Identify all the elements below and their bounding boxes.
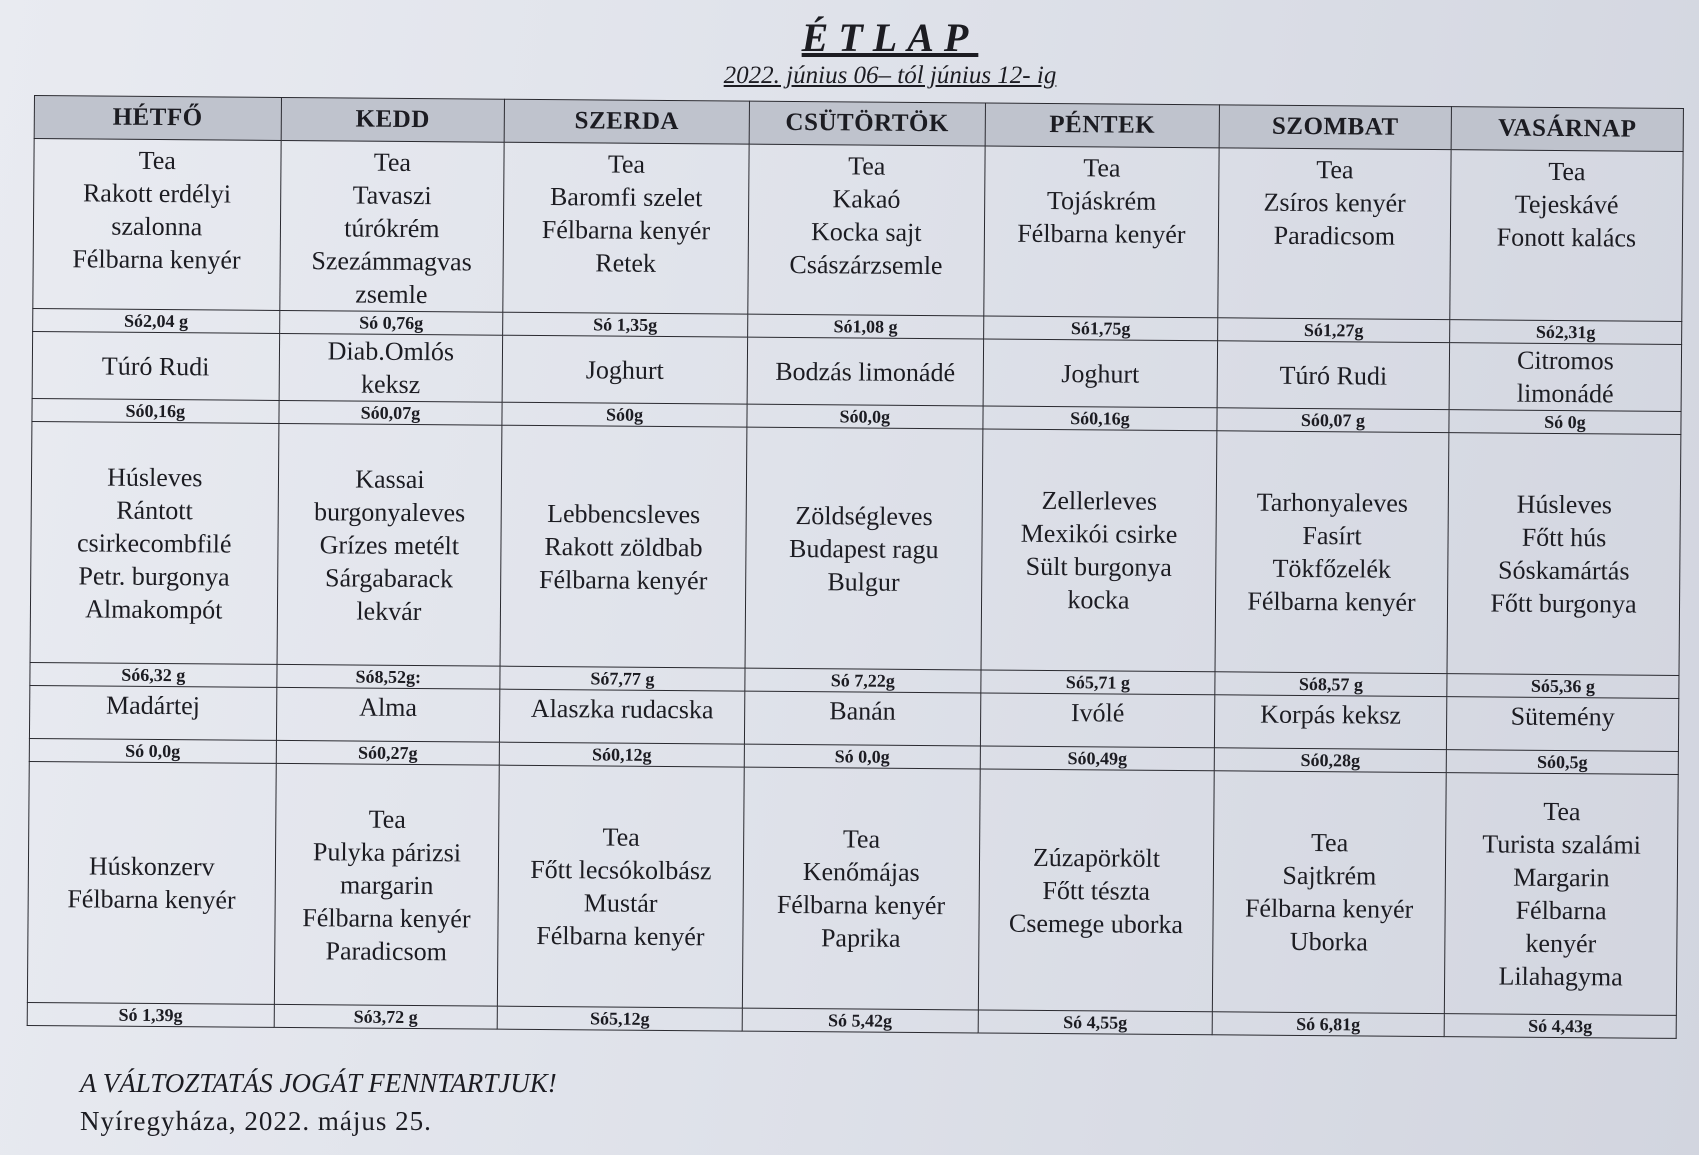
- meal-cell: [30, 421, 278, 664]
- salt-value: Só 5,42g: [742, 1008, 978, 1033]
- meal-item: Sárgabarack: [325, 562, 454, 593]
- meal-item: Sütemény: [1510, 701, 1615, 732]
- meal-cell: [980, 693, 1214, 748]
- salt-value: Só 7,22g: [745, 668, 981, 693]
- meal-item: Mustár: [583, 888, 658, 918]
- meal-item: Félbarna kenyér: [1247, 586, 1416, 617]
- meal-cell: [978, 769, 1214, 1012]
- meal-item: Húsleves: [1516, 489, 1613, 520]
- meal-item: Paprika: [820, 923, 901, 953]
- salt-value: Só3,72 g: [274, 1004, 498, 1029]
- meal-item: Tejeskávé: [1514, 189, 1619, 220]
- salt-value: Só0,0g: [747, 404, 983, 429]
- meal-item: zsemle: [355, 279, 428, 310]
- meal-item: Tea: [373, 147, 412, 177]
- meal-cell: [500, 425, 746, 668]
- day-header: VASÁRNAP: [1451, 107, 1683, 152]
- salt-value: Só1,75g: [984, 316, 1218, 341]
- meal-cell: [1218, 148, 1451, 320]
- meal-item: Grízes metélt: [319, 529, 460, 560]
- meal-item: Csemege uborka: [1008, 908, 1184, 939]
- meal-item: Korpás keksz: [1260, 699, 1402, 730]
- meal-item: Pulyka párizsi: [312, 836, 462, 867]
- meal-item: Margarin: [1513, 862, 1610, 893]
- meal-item: Kocka sajt: [810, 217, 922, 247]
- meal-cell: [277, 423, 503, 666]
- salt-value: Só1,27g: [1218, 318, 1450, 343]
- salt-value: Só0,16g: [32, 398, 279, 423]
- meal-item: Lebbencsleves: [547, 498, 701, 529]
- meal-item: Fasírt: [1302, 520, 1362, 551]
- meal-item: limonádé: [1516, 378, 1614, 409]
- salt-value: Só 1,35g: [503, 312, 748, 337]
- meal-cell: [32, 331, 279, 400]
- meal-item: Főtt burgonya: [1490, 588, 1637, 619]
- meal-item: Citromos: [1516, 345, 1614, 376]
- salt-value: Só0,12g: [499, 742, 744, 767]
- meal-item: Bulgur: [827, 566, 900, 597]
- meal-item: szalonna: [111, 211, 203, 242]
- meal-item: Tea: [602, 822, 640, 852]
- meal-item: Szezámmagvas: [311, 246, 472, 277]
- salt-value: Só0,49g: [980, 746, 1214, 771]
- meal-item: Tea: [848, 151, 886, 181]
- salt-value: Só 0,0g: [29, 738, 276, 763]
- meal-item: Lilahagyma: [1498, 961, 1623, 992]
- meal-item: Banán: [829, 696, 896, 726]
- meal-item: Félbarna kenyér: [536, 920, 705, 952]
- day-header: KEDD: [281, 97, 505, 142]
- meal-cell: [279, 140, 504, 312]
- meal-item: Tea: [368, 804, 406, 834]
- meal-item: Paradicsom: [325, 935, 447, 966]
- meal-row-dinner: [27, 761, 1678, 1015]
- meal-row-breakfast: [33, 139, 1683, 322]
- meal-item: Félbarna kenyér: [72, 244, 241, 275]
- meal-item: Rakott erdélyi: [82, 178, 232, 209]
- meal-cell: [747, 337, 984, 406]
- meal-item: Félbarna: [1515, 895, 1607, 926]
- salt-value: Só0,16g: [983, 406, 1217, 431]
- salt-value: Só 4,55g: [978, 1010, 1212, 1035]
- meal-item: Húsleves: [107, 462, 203, 492]
- meal-cell: [984, 146, 1219, 318]
- salt-value: Só2,31g: [1450, 320, 1682, 345]
- meal-item: Retek: [595, 248, 657, 278]
- meal-cell: [498, 765, 744, 1008]
- meal-item: Tea: [1316, 155, 1354, 185]
- salt-value: Só 0,76g: [279, 310, 503, 335]
- meal-item: keksz: [360, 369, 421, 400]
- salt-value: Só 4,43g: [1444, 1014, 1676, 1039]
- meal-item: Alaszka rudacska: [530, 693, 714, 725]
- salt-value: Só5,36 g: [1447, 674, 1679, 699]
- meal-item: Turista szalámi: [1482, 829, 1642, 860]
- meal-item: Félbarna kenyér: [67, 884, 236, 915]
- meal-item: Joghurt: [1061, 358, 1140, 389]
- meal-cell: [1212, 771, 1446, 1014]
- meal-cell: [1444, 773, 1678, 1016]
- meal-item: Félbarna kenyér: [776, 889, 946, 921]
- meal-item: Budapest ragu: [788, 533, 939, 564]
- meal-cell: [748, 144, 985, 316]
- meal-cell: [983, 339, 1218, 408]
- meal-item: Tea: [607, 149, 646, 179]
- day-header: PÉNTEK: [985, 103, 1219, 148]
- meal-cell: [744, 691, 981, 746]
- day-header: HÉTFŐ: [34, 96, 281, 141]
- salt-value: Só6,32 g: [30, 662, 277, 687]
- meal-cell: [500, 689, 745, 744]
- meal-item: Félbarna kenyér: [1017, 218, 1186, 250]
- meal-item: Tea: [1310, 828, 1349, 858]
- meal-item: Bodzás limonádé: [775, 356, 956, 387]
- meal-cell: [981, 429, 1217, 672]
- salt-value: Só8,57 g: [1215, 672, 1447, 697]
- meal-item: lekvár: [356, 596, 422, 626]
- meal-item: Sajtkrém: [1282, 860, 1377, 891]
- meal-item: Paradicsom: [1273, 220, 1396, 251]
- disclaimer-note: A VÁLTOZTATÁS JOGÁT FENNTARTJUK!: [80, 1068, 557, 1098]
- meal-item: csirkecombfilé: [76, 527, 232, 559]
- salt-value: Só8,52g:: [276, 664, 500, 689]
- meal-item: Tökfőzelék: [1272, 553, 1392, 584]
- salt-value: Só5,12g: [497, 1006, 742, 1031]
- meal-cell: [274, 763, 500, 1006]
- meal-cell: [29, 685, 276, 740]
- meal-item: Fonott kalács: [1496, 222, 1637, 253]
- salt-value: Só 0,0g: [744, 744, 980, 769]
- meal-item: Zöldségleves: [795, 500, 933, 531]
- meal-item: Tarhonyaleves: [1256, 487, 1409, 518]
- meal-item: Félbarna kenyér: [541, 214, 711, 246]
- meal-item: Madártej: [105, 690, 201, 721]
- meal-cell: [1214, 695, 1446, 750]
- meal-item: Kassai: [355, 464, 425, 494]
- salt-value: Só0,07 g: [1217, 408, 1449, 433]
- meal-item: Rántott: [116, 495, 193, 525]
- salt-value: Só 0g: [1449, 410, 1681, 435]
- meal-item: Túró Rudi: [1279, 360, 1388, 391]
- meal-item: Joghurt: [585, 354, 664, 385]
- meal-item: Tavaszi: [352, 180, 432, 211]
- salt-value: Só5,71 g: [981, 670, 1215, 695]
- meal-cell: [1447, 433, 1681, 676]
- salt-value: Só 1,39g: [27, 1002, 274, 1027]
- meal-item: Félbarna kenyér: [1244, 893, 1414, 924]
- meal-item: Főtt hús: [1521, 522, 1607, 553]
- meal-cell: [503, 142, 749, 314]
- meal-item: Kenőmájas: [802, 857, 920, 887]
- meal-item: burgonyaleves: [313, 496, 466, 527]
- meal-cell: [1446, 697, 1678, 752]
- day-header: SZOMBAT: [1219, 105, 1451, 150]
- meal-cell: [33, 139, 281, 311]
- meal-item: Tea: [138, 145, 176, 176]
- meal-cell: [1217, 341, 1450, 410]
- meal-item: Tojáskrém: [1046, 185, 1157, 216]
- meal-item: Tea: [1543, 796, 1581, 827]
- salt-value: Só7,77 g: [500, 666, 745, 691]
- salt-value: Só0g: [502, 402, 747, 427]
- meal-item: Császárzsemle: [789, 249, 943, 281]
- day-header: SZERDA: [504, 99, 749, 144]
- meal-item: Baromfi szelet: [549, 182, 703, 213]
- day-header: CSÜTÖRTÖK: [749, 101, 985, 146]
- meal-cell: [1449, 343, 1682, 412]
- meal-item: Sóskamártás: [1497, 555, 1630, 586]
- menu-body: [27, 139, 1683, 1039]
- meal-item: kocka: [1067, 585, 1130, 615]
- salt-value: Só0,27g: [276, 740, 500, 765]
- meal-item: Zellerleves: [1041, 485, 1158, 516]
- meal-cell: [276, 687, 500, 742]
- salt-value: Só0,5g: [1446, 750, 1678, 775]
- meal-item: margarin: [339, 869, 434, 900]
- meal-item: Főtt tészta: [1042, 875, 1151, 906]
- meal-item: Túró Rudi: [101, 351, 210, 381]
- meal-item: Zsíros kenyér: [1263, 187, 1406, 218]
- weekly-menu-table: [27, 95, 1684, 1039]
- meal-item: Zúzapörkölt: [1032, 842, 1161, 873]
- meal-cell: [279, 333, 503, 402]
- meal-item: Mexikói csirke: [1020, 518, 1178, 549]
- meal-cell: [742, 767, 980, 1010]
- meal-cell: [502, 335, 747, 404]
- meal-cell: [27, 761, 275, 1004]
- meal-item: Rakott zöldbab: [544, 531, 703, 562]
- meal-item: Tea: [1548, 156, 1586, 187]
- meal-cell: [1450, 150, 1683, 322]
- date-range: 2022. június 06– tól június 12- ig: [723, 62, 1057, 89]
- meal-item: Félbarna kenyér: [538, 564, 708, 595]
- meal-item: Félbarna kenyér: [302, 902, 471, 933]
- salt-value: Só1,08 g: [747, 314, 983, 339]
- meal-cell: [1215, 431, 1449, 674]
- meal-item: Sült burgonya: [1025, 551, 1172, 582]
- place-and-date: Nyíregyháza, 2022. május 25.: [80, 1106, 432, 1136]
- meal-item: Almakompót: [85, 593, 223, 624]
- meal-item: Uborka: [1289, 926, 1368, 957]
- salt-value: Só0,28g: [1214, 748, 1446, 773]
- meal-cell: [745, 427, 983, 670]
- meal-item: Kakaó: [832, 184, 901, 214]
- meal-item: kenyér: [1525, 928, 1597, 959]
- meal-item: túrókrém: [344, 213, 440, 244]
- meal-item: Tea: [1083, 153, 1121, 183]
- salt-value: Só2,04 g: [33, 308, 280, 333]
- page-title: ÉTLAP: [801, 15, 979, 60]
- meal-row-lunch: [30, 421, 1681, 675]
- meal-item: Tea: [842, 824, 881, 854]
- meal-item: Ivólé: [1070, 698, 1125, 728]
- meal-item: Főtt lecsókolbász: [530, 854, 712, 886]
- meal-item: Diab.Omlós: [327, 336, 455, 367]
- meal-item: Petr. burgonya: [78, 560, 230, 592]
- meal-item: Alma: [359, 692, 418, 723]
- salt-value: Só 6,81g: [1212, 1012, 1444, 1037]
- meal-item: Húskonzerv: [88, 851, 215, 882]
- salt-value: Só0,07g: [279, 400, 503, 425]
